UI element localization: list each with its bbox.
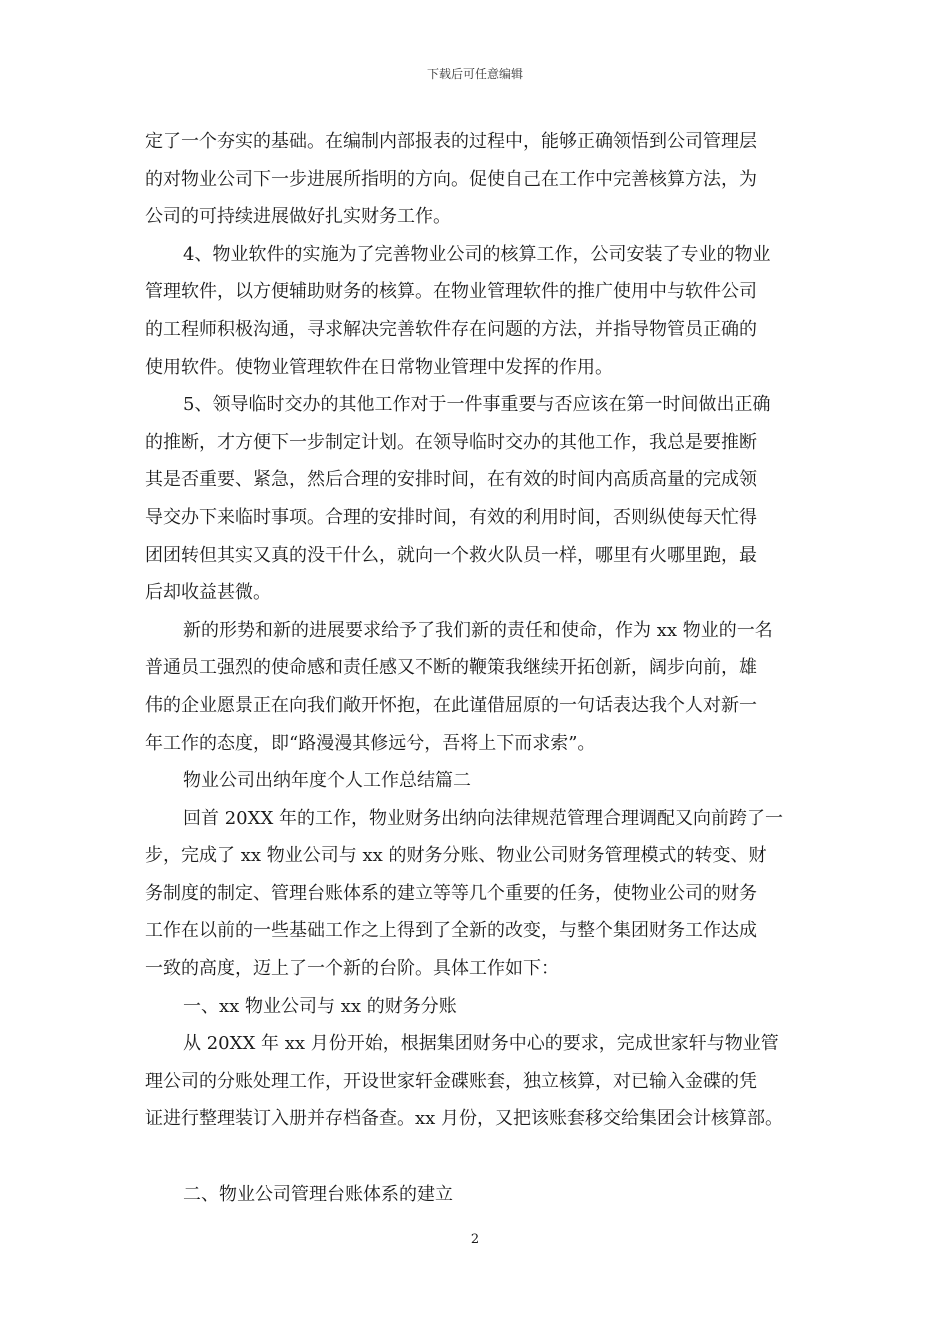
- text-line: 其是否重要、紧急，然后合理的安排时间，在有效的时间内高质高量的完成领: [145, 469, 757, 491]
- section-heading: 物业公司出纳年度个人工作总结篇二: [183, 770, 471, 792]
- text-line: 步，完成了 xx 物业公司与 xx 的财务分账、物业公司财务管理模式的转变、财: [145, 845, 767, 867]
- text-line: 的推断，才方便下一步制定计划。在领导临时交办的其他工作，我总是要推断: [145, 431, 757, 453]
- text-line: 工作在以前的一些基础工作之上得到了全新的改变，与整个集团财务工作达成: [145, 920, 757, 942]
- paragraph-first-line: 4、物业软件的实施为了完善物业公司的核算工作，公司安装了专业的物业: [183, 243, 771, 265]
- text-line: 务制度的制定、管理台账体系的建立等等几个重要的任务，使物业公司的财务: [145, 882, 757, 904]
- text-line: 的工程师积极沟通，寻求解决完善软件存在问题的方法，并指导物管员正确的: [145, 318, 757, 340]
- paragraph-first-line: 新的形势和新的进展要求给予了我们新的责任和使命，作为 xx 物业的一名: [183, 619, 773, 641]
- document-body: [145, 123, 825, 1213]
- blank-line: [145, 1138, 825, 1176]
- text-line: 理公司的分账处理工作，开设世家轩金碟账套，独立核算，对已输入金碟的凭: [145, 1070, 757, 1092]
- text-line: 的对物业公司下一步进展所指明的方向。促使自己在工作中完善核算方法，为: [145, 168, 757, 190]
- text-line: 使用软件。使物业管理软件在日常物业管理中发挥的作用。: [145, 356, 613, 378]
- text-line: 导交办下来临时事项。合理的安排时间，有效的利用时间，否则纵使每天忙得: [145, 506, 757, 528]
- paragraph-first-line: 5、领导临时交办的其他工作对于一件事重要与否应该在第一时间做出正确: [183, 394, 771, 416]
- paragraph-first-line: 回首 20XX 年的工作，物业财务出纳向法律规范管理合理调配又向前跨了一: [183, 807, 783, 829]
- page-number: 2: [470, 1232, 480, 1247]
- text-line: 年工作的态度，即“路漫漫其修远兮，吾将上下而求索”。: [145, 732, 596, 754]
- text-line: 公司的可持续进展做好扎实财务工作。: [145, 206, 451, 228]
- text-line: 普通员工强烈的使命感和责任感又不断的鞭策我继续开拓创新，阔步向前，雄: [145, 657, 757, 679]
- text-line: 一致的高度，迈上了一个新的台阶。具体工作如下：: [145, 958, 559, 980]
- text-line: 证进行整理装订入册并存档备查。xx 月份，又把该账套移交给集团会计核算部。: [145, 1108, 784, 1130]
- subsection-heading: 二、物业公司管理台账体系的建立: [183, 1183, 453, 1205]
- text-line: 管理软件，以方便辅助财务的核算。在物业管理软件的推广使用中与软件公司: [145, 281, 757, 303]
- text-line: 后却收益甚微。: [145, 582, 271, 604]
- subsection-heading: 一、xx 物业公司与 xx 的财务分账: [183, 995, 457, 1017]
- text-line: 伟的企业愿景正在向我们敞开怀抱，在此谨借屈原的一句话表达我个人对新一: [145, 694, 757, 716]
- page-header: 下载后可任意编辑: [426, 67, 523, 81]
- paragraph-first-line: 从 20XX 年 xx 月份开始，根据集团财务中心的要求，完成世家轩与物业管: [183, 1033, 779, 1055]
- text-line: 定了一个夯实的基础。在编制内部报表的过程中，能够正确领悟到公司管理层: [145, 131, 757, 152]
- text-line: 团团转但其实又真的没干什么，就向一个救火队员一样，哪里有火哪里跑，最: [145, 544, 757, 566]
